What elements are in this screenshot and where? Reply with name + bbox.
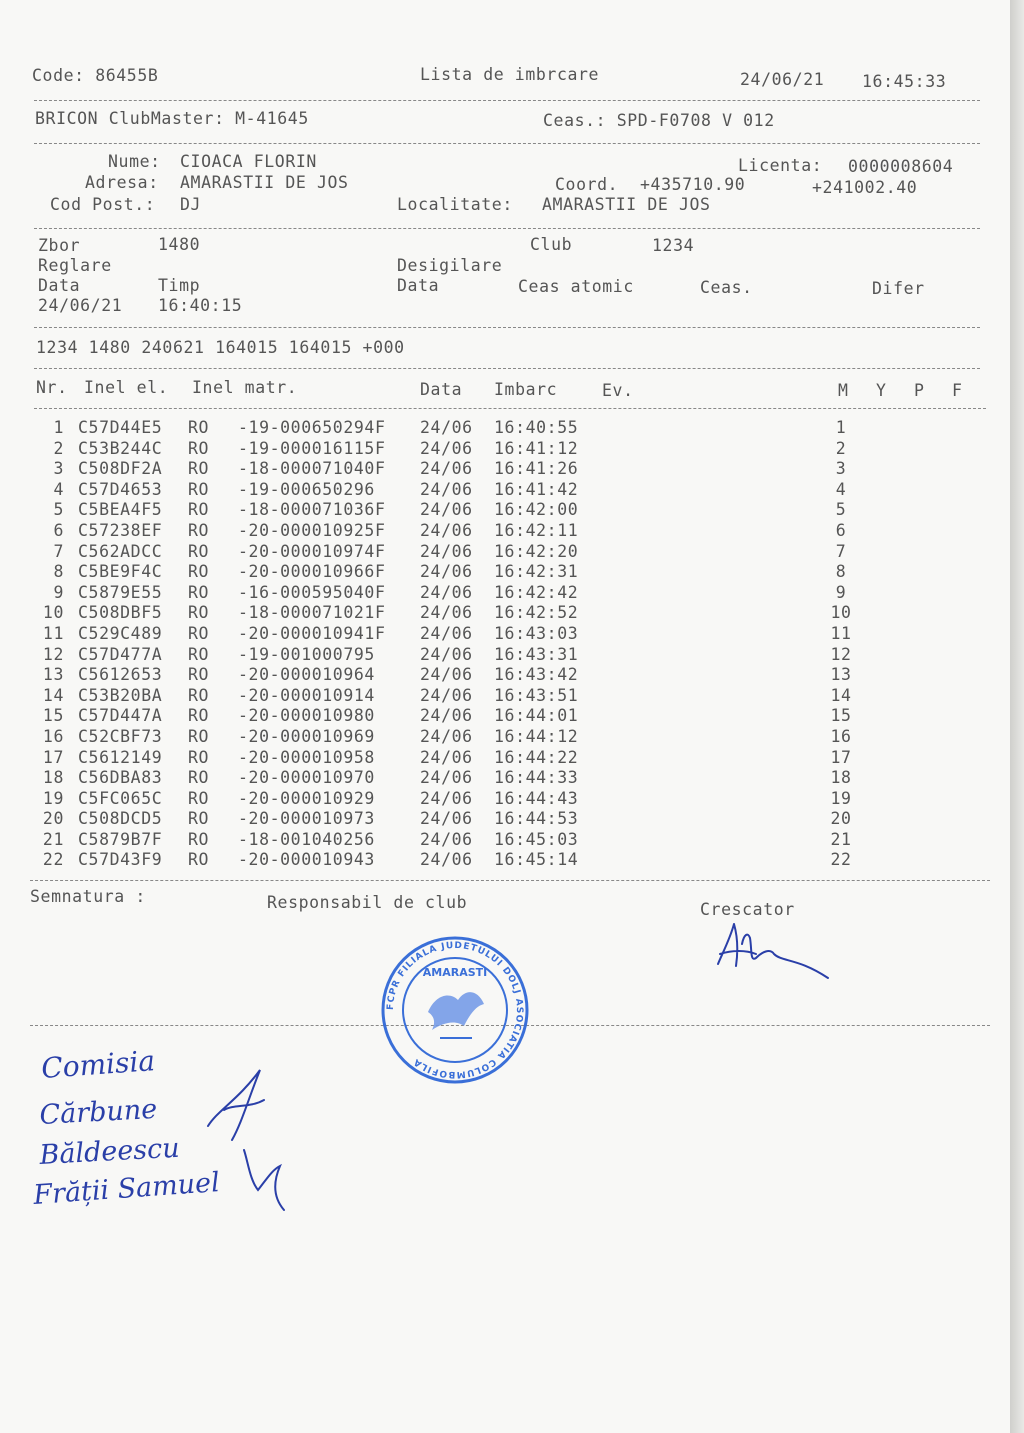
country-code: RO xyxy=(188,582,210,602)
table-row xyxy=(36,418,916,439)
license-number: 0000008604 xyxy=(848,157,954,176)
row-number: 14 xyxy=(42,685,64,705)
country-code: RO xyxy=(188,459,210,479)
m-value: 20 xyxy=(830,809,852,829)
table-row xyxy=(36,500,916,521)
divider xyxy=(34,228,980,229)
table-row xyxy=(36,789,916,810)
basket-time: 16:43:31 xyxy=(494,644,579,664)
data-label: Data xyxy=(38,276,81,295)
ring-number: -18-000071036F xyxy=(238,500,386,520)
ring-number: -20-000010980 xyxy=(238,706,375,726)
ring-number: -19-000650294F xyxy=(238,418,386,437)
m-value: 7 xyxy=(835,541,847,561)
stamp-top-text: AMARASTI xyxy=(422,966,488,979)
electronic-ring: C508DF2A xyxy=(78,459,163,479)
country-code: RO xyxy=(188,747,210,767)
country-code: RO xyxy=(188,520,210,540)
basket-time: 16:44:43 xyxy=(494,788,579,808)
m-value: 12 xyxy=(830,644,852,664)
country-code: RO xyxy=(188,500,210,520)
country-code: RO xyxy=(188,788,210,808)
owner-name: CIOACA FLORIN xyxy=(180,152,317,171)
coord-longitude: +241002.40 xyxy=(812,178,918,197)
m-value: 13 xyxy=(830,665,852,685)
electronic-ring: C53B20BA xyxy=(78,685,163,705)
basket-time: 16:42:20 xyxy=(494,541,579,561)
m-value: 4 xyxy=(835,479,847,499)
stamp-ring-text: FCPR FILIALA JUDETULUI DOLJ ASOCIATIA COLUMBOFILA xyxy=(385,940,525,1080)
difer-label: Difer xyxy=(872,279,925,298)
desigilare-label: Desigilare xyxy=(397,256,503,275)
divider xyxy=(34,327,980,328)
table-row xyxy=(36,521,916,542)
table-row xyxy=(36,645,916,666)
table-row xyxy=(36,706,916,727)
basket-date: 24/06 xyxy=(420,706,473,726)
country-code: RO xyxy=(188,726,210,746)
ceas-label: Ceas. xyxy=(700,278,753,297)
electronic-ring: C52CBF73 xyxy=(78,726,163,746)
row-number: 11 xyxy=(42,623,64,643)
ring-number: -20-000010943 xyxy=(238,850,375,870)
row-number: 8 xyxy=(53,562,64,582)
row-number: 12 xyxy=(42,644,64,664)
postal-code: DJ xyxy=(180,195,202,214)
m-value: 17 xyxy=(830,747,852,767)
print-time: 16:45:33 xyxy=(862,72,947,91)
electronic-ring: C5612653 xyxy=(78,665,163,685)
basket-date: 24/06 xyxy=(420,644,473,664)
ring-number: -20-000010914 xyxy=(238,685,375,705)
club-responsible-label: Responsabil de club xyxy=(267,893,468,912)
electronic-ring: C57D44E5 xyxy=(78,418,163,437)
committee-signatures xyxy=(28,1030,298,1220)
reglare-time: 16:40:15 xyxy=(158,296,243,315)
m-value: 19 xyxy=(830,788,852,808)
coord-label: Coord. xyxy=(555,175,619,194)
col-ev: Ev. xyxy=(602,381,634,400)
ring-number: -18-000071021F xyxy=(238,603,386,623)
electronic-ring: C56DBA83 xyxy=(78,768,163,788)
table-row xyxy=(36,480,916,501)
table-row xyxy=(36,809,916,830)
row-number: 16 xyxy=(42,726,64,746)
country-code: RO xyxy=(188,603,210,623)
basket-date: 24/06 xyxy=(420,479,473,499)
electronic-ring: C562ADCC xyxy=(78,541,163,561)
country-code: RO xyxy=(188,829,210,849)
breeder-label: Crescator xyxy=(700,900,795,919)
m-value: 21 xyxy=(830,829,852,849)
row-number: 10 xyxy=(42,603,64,623)
ring-number: -20-000010958 xyxy=(238,747,375,767)
electronic-ring: C5879B7F xyxy=(78,829,163,849)
m-value: 2 xyxy=(835,438,847,458)
handwritten-name: Cărbune xyxy=(38,1093,158,1131)
document-code: Code: 86455B xyxy=(32,66,159,85)
reglare-label: Reglare xyxy=(38,256,112,275)
col-ring-matr: Inel matr. xyxy=(192,378,298,397)
electronic-ring: C529C489 xyxy=(78,623,163,643)
country-code: RO xyxy=(188,623,210,643)
table-row xyxy=(36,686,916,707)
country-code: RO xyxy=(188,418,210,437)
m-value: 11 xyxy=(830,623,852,643)
basketing-table xyxy=(36,418,916,871)
basket-date: 24/06 xyxy=(420,788,473,808)
handwritten-name: Băldeescu xyxy=(38,1132,181,1171)
name-label: Nume: xyxy=(108,152,161,171)
reglare-date: 24/06/21 xyxy=(38,296,123,315)
table-row xyxy=(36,583,916,604)
row-number: 13 xyxy=(42,665,64,685)
ring-number: -20-000010964 xyxy=(238,665,375,685)
ring-number: -19-000650296 xyxy=(238,479,375,499)
basket-time: 16:45:14 xyxy=(494,850,579,870)
owner-address: AMARASTII DE JOS xyxy=(180,173,349,192)
col-m: M xyxy=(838,381,849,400)
basket-time: 16:42:31 xyxy=(494,562,579,582)
ring-number: -20-000010941F xyxy=(238,623,386,643)
ring-number: -20-000010973 xyxy=(238,809,375,829)
electronic-ring: C508DCD5 xyxy=(78,809,163,829)
basket-time: 16:41:12 xyxy=(494,438,579,458)
row-number: 21 xyxy=(42,829,64,849)
basket-time: 16:43:42 xyxy=(494,665,579,685)
row-number: 7 xyxy=(53,541,64,561)
license-label: Licenta: xyxy=(738,156,823,175)
basket-time: 16:44:53 xyxy=(494,809,579,829)
basket-date: 24/06 xyxy=(420,850,473,870)
electronic-ring: C57D477A xyxy=(78,644,163,664)
basket-date: 24/06 xyxy=(420,541,473,561)
country-code: RO xyxy=(188,665,210,685)
country-code: RO xyxy=(188,809,210,829)
electronic-ring: C57238EF xyxy=(78,520,163,540)
basket-date: 24/06 xyxy=(420,665,473,685)
basket-time: 16:41:42 xyxy=(494,479,579,499)
table-row xyxy=(36,459,916,480)
m-value: 6 xyxy=(835,520,847,540)
paper-edge xyxy=(1010,0,1024,1433)
basket-date: 24/06 xyxy=(420,829,473,849)
country-code: RO xyxy=(188,541,210,561)
code-line: 1234 1480 240621 164015 164015 +000 xyxy=(36,338,405,357)
row-number: 18 xyxy=(42,768,64,788)
country-code: RO xyxy=(188,644,210,664)
row-number: 2 xyxy=(53,438,64,458)
m-value: 9 xyxy=(835,582,847,602)
clock-id: Ceas.: SPD-F0708 V 012 xyxy=(543,111,775,130)
country-code: RO xyxy=(188,438,210,458)
m-value: 3 xyxy=(835,459,847,479)
table-row xyxy=(36,603,916,624)
electronic-ring: C57D43F9 xyxy=(78,850,163,870)
country-code: RO xyxy=(188,850,210,870)
divider xyxy=(30,880,990,881)
ring-number: -20-000010929 xyxy=(238,788,375,808)
row-number: 9 xyxy=(53,582,64,602)
basket-date: 24/06 xyxy=(420,768,473,788)
table-row xyxy=(36,748,916,769)
row-number: 5 xyxy=(53,500,64,520)
ring-number: -20-000010970 xyxy=(238,768,375,788)
m-value: 16 xyxy=(830,726,852,746)
country-code: RO xyxy=(188,562,210,582)
divider xyxy=(34,408,986,409)
m-value: 14 xyxy=(830,685,852,705)
electronic-ring: C5612149 xyxy=(78,747,163,767)
country-code: RO xyxy=(188,768,210,788)
basket-date: 24/06 xyxy=(420,747,473,767)
electronic-ring: C5BEA4F5 xyxy=(78,500,163,520)
address-label: Adresa: xyxy=(85,173,159,192)
basket-date: 24/06 xyxy=(420,459,473,479)
row-number: 3 xyxy=(53,459,64,479)
basket-time: 16:44:22 xyxy=(494,747,579,767)
document-title: Lista de imbrcare xyxy=(420,65,600,84)
print-date: 24/06/21 xyxy=(740,70,825,89)
country-code: RO xyxy=(188,706,210,726)
basket-time: 16:40:55 xyxy=(494,418,579,437)
col-ring-el: Inel el. xyxy=(84,378,169,397)
basket-time: 16:44:33 xyxy=(494,768,579,788)
basket-time: 16:44:12 xyxy=(494,726,579,746)
row-number: 19 xyxy=(42,788,64,808)
row-number: 17 xyxy=(42,747,64,767)
col-y: Y xyxy=(876,381,887,400)
clubmaster-id: BRICON ClubMaster: M-41645 xyxy=(35,109,309,128)
basket-time: 16:44:01 xyxy=(494,706,579,726)
locality-label: Localitate: xyxy=(397,195,513,214)
ceas-atomic-label: Ceas atomic xyxy=(518,277,634,296)
table-row xyxy=(36,624,916,645)
row-number: 20 xyxy=(42,809,64,829)
table-row xyxy=(36,439,916,460)
electronic-ring: C57D447A xyxy=(78,706,163,726)
ring-number: -20-000010969 xyxy=(238,726,375,746)
basket-date: 24/06 xyxy=(420,809,473,829)
table-row xyxy=(36,768,916,789)
col-nr: Nr. xyxy=(36,378,68,397)
basket-date: 24/06 xyxy=(420,500,473,520)
basket-time: 16:42:42 xyxy=(494,582,579,602)
table-row xyxy=(36,830,916,851)
basket-date: 24/06 xyxy=(420,520,473,540)
electronic-ring: C57D4653 xyxy=(78,479,163,499)
basket-date: 24/06 xyxy=(420,726,473,746)
col-p: P xyxy=(914,381,925,400)
basket-time: 16:42:11 xyxy=(494,520,579,540)
country-code: RO xyxy=(188,685,210,705)
m-value: 5 xyxy=(835,500,847,520)
m-value: 10 xyxy=(830,603,852,623)
ring-number: -16-000595040F xyxy=(238,582,386,602)
handwritten-name: Frății Samuel xyxy=(32,1167,221,1211)
m-value: 18 xyxy=(830,768,852,788)
electronic-ring: C508DBF5 xyxy=(78,603,163,623)
electronic-ring: C5879E55 xyxy=(78,582,163,602)
basket-time: 16:42:52 xyxy=(494,603,579,623)
club-label: Club xyxy=(530,235,573,254)
electronic-ring: C53B244C xyxy=(78,438,163,458)
m-value: 8 xyxy=(835,562,847,582)
basket-time: 16:45:03 xyxy=(494,829,579,849)
zbor-value: 1480 xyxy=(158,235,201,254)
electronic-ring: C5FC065C xyxy=(78,788,163,808)
basket-date: 24/06 xyxy=(420,582,473,602)
col-data: Data xyxy=(420,380,463,399)
row-number: 1 xyxy=(53,418,64,437)
breeder-signature xyxy=(712,914,836,984)
col-f: F xyxy=(952,381,963,400)
table-row xyxy=(36,665,916,686)
ring-number: -19-000016115F xyxy=(238,438,386,458)
locality: AMARASTII DE JOS xyxy=(542,195,711,214)
ring-number: -18-000071040F xyxy=(238,459,386,479)
club-value: 1234 xyxy=(652,236,695,255)
ring-number: -18-001040256 xyxy=(238,829,375,849)
ring-number: -20-000010966F xyxy=(238,562,386,582)
handwritten-comisia: Comisia xyxy=(40,1044,157,1085)
row-number: 22 xyxy=(42,850,64,870)
divider xyxy=(34,100,980,101)
basket-date: 24/06 xyxy=(420,685,473,705)
data-label-2: Data xyxy=(397,276,440,295)
zbor-label: Zbor xyxy=(38,236,81,255)
club-stamp xyxy=(380,934,530,1086)
basket-time: 16:43:51 xyxy=(494,685,579,705)
divider xyxy=(34,143,980,144)
ring-number: -19-001000795 xyxy=(238,644,375,664)
basket-date: 24/06 xyxy=(420,603,473,623)
timp-label: Timp xyxy=(158,276,201,295)
coord-latitude: +435710.90 xyxy=(640,175,746,194)
basket-date: 24/06 xyxy=(420,623,473,643)
col-imbarc: Imbarc xyxy=(494,380,558,399)
table-row xyxy=(36,562,916,583)
basket-time: 16:43:03 xyxy=(494,623,579,643)
row-number: 15 xyxy=(42,706,64,726)
basket-date: 24/06 xyxy=(420,438,473,458)
basket-date: 24/06 xyxy=(420,562,473,582)
row-number: 4 xyxy=(53,479,64,499)
ring-number: -20-000010925F xyxy=(238,520,386,540)
signature-label: Semnatura : xyxy=(30,887,146,906)
electronic-ring: C5BE9F4C xyxy=(78,562,163,582)
ring-number: -20-000010974F xyxy=(238,541,386,561)
table-row xyxy=(36,542,916,563)
table-row xyxy=(36,850,916,871)
basket-time: 16:42:00 xyxy=(494,500,579,520)
m-value: 15 xyxy=(830,706,852,726)
country-code: RO xyxy=(188,479,210,499)
row-number: 6 xyxy=(53,520,64,540)
basket-time: 16:41:26 xyxy=(494,459,579,479)
postal-label: Cod Post.: xyxy=(50,195,156,214)
basket-date: 24/06 xyxy=(420,418,473,437)
m-value: 22 xyxy=(830,850,852,870)
table-row xyxy=(36,727,916,748)
divider xyxy=(34,368,980,369)
m-value: 1 xyxy=(835,418,847,437)
